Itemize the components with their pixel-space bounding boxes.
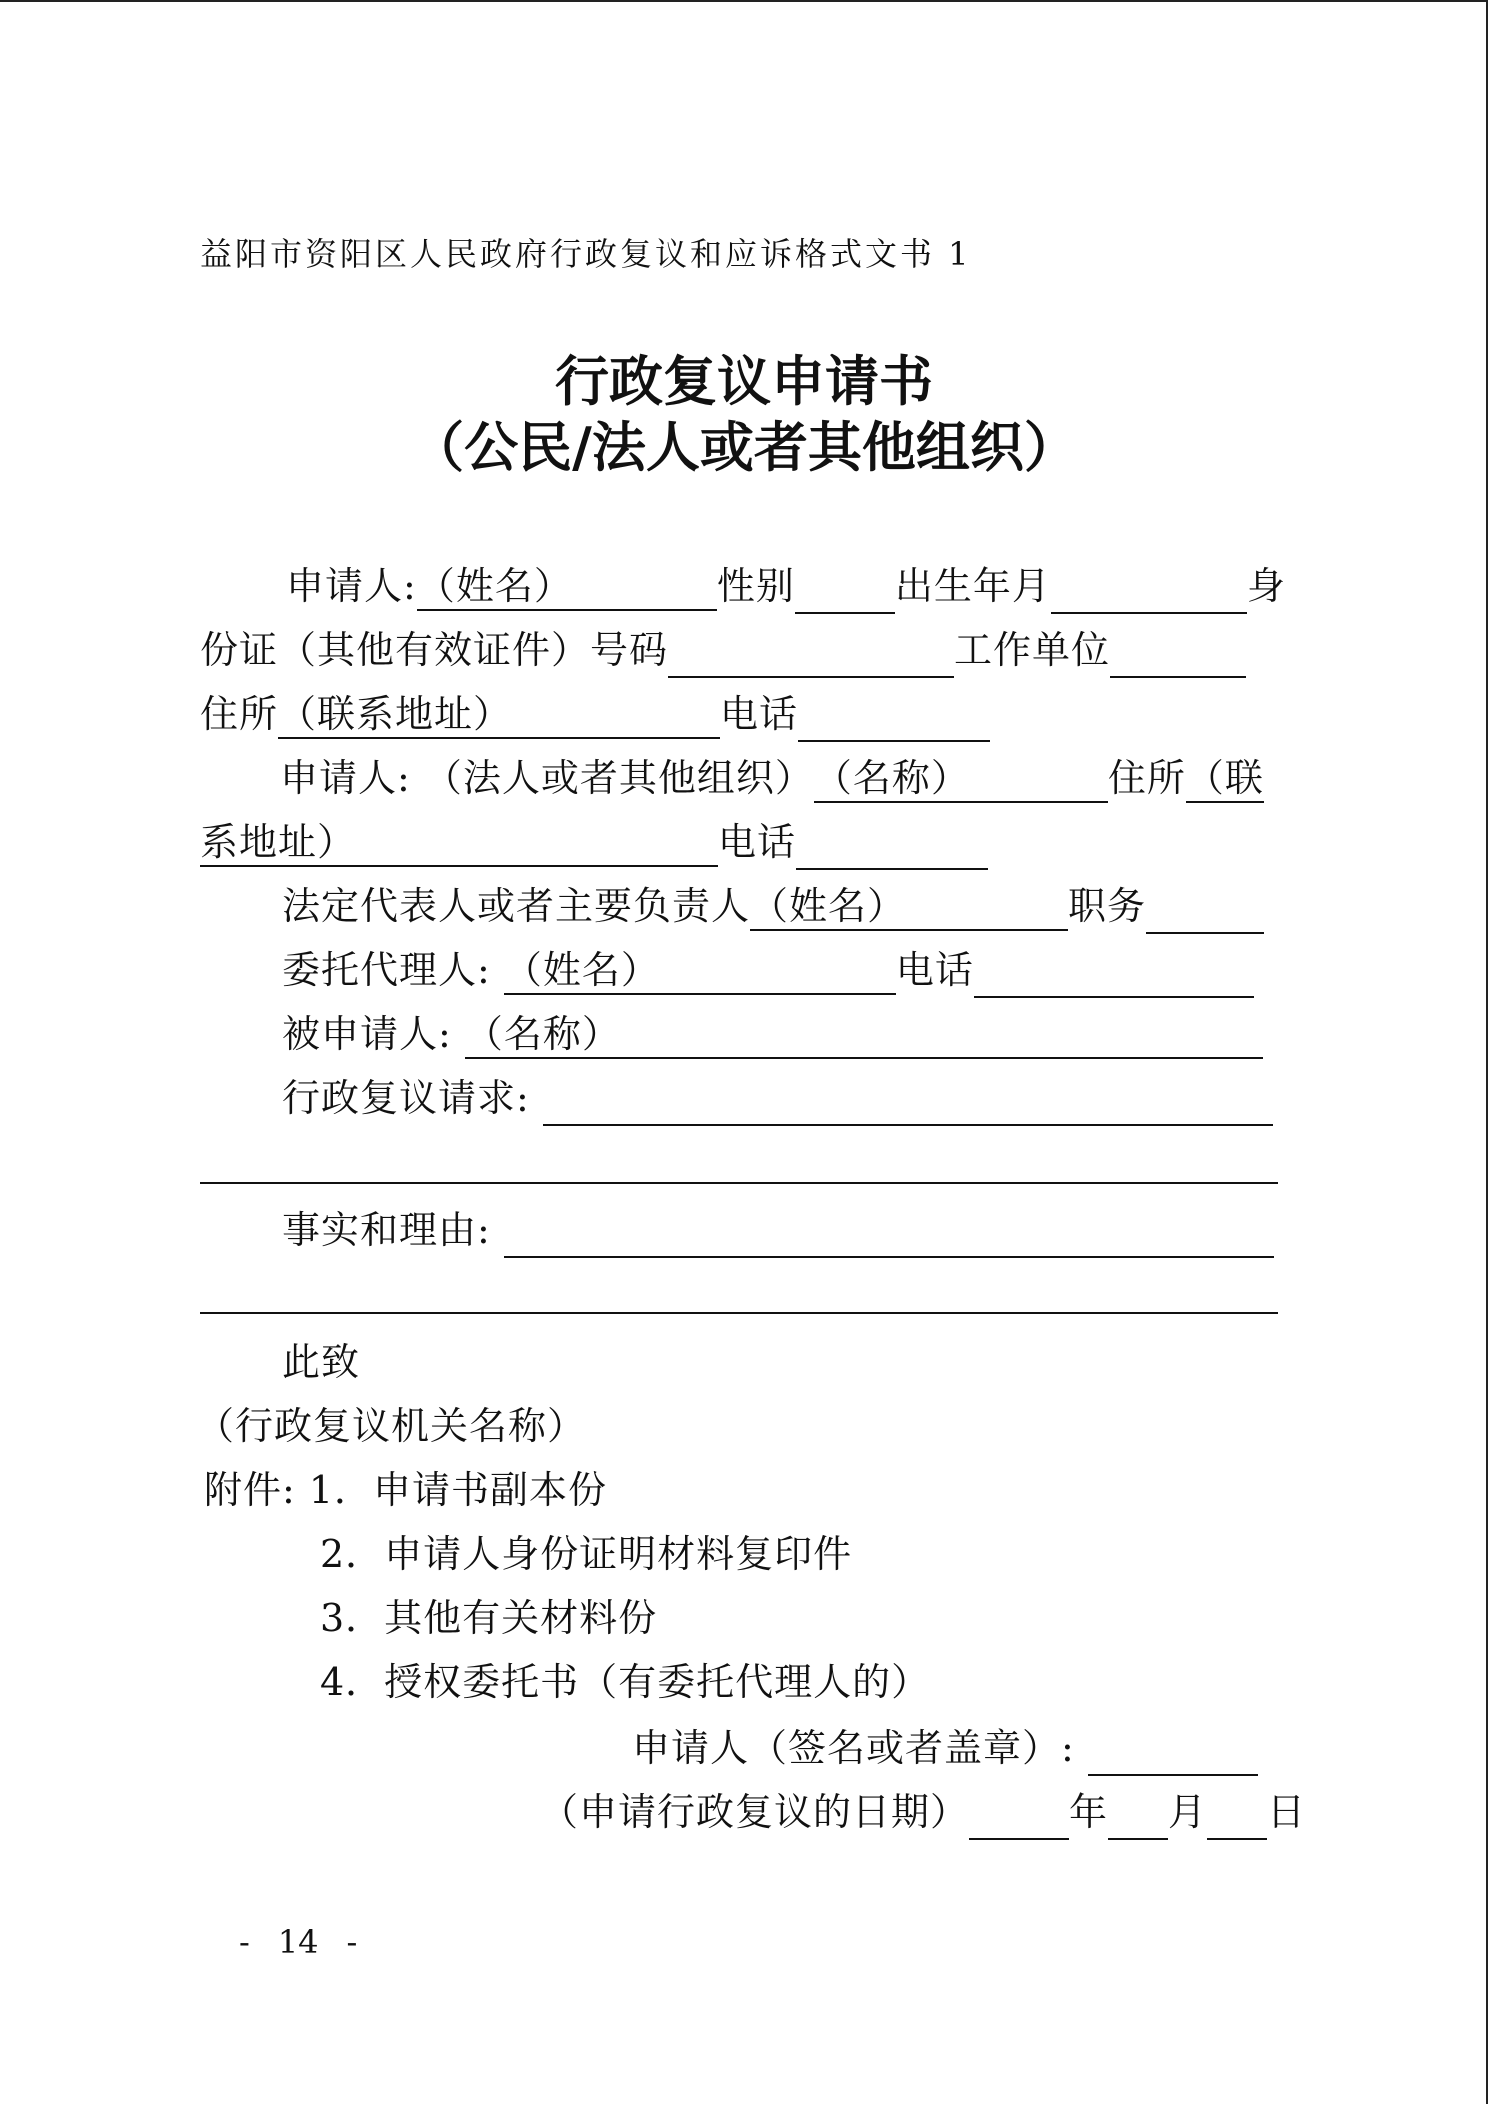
page-dash-right: - bbox=[346, 1923, 358, 1961]
agent-line bbox=[282, 942, 1254, 998]
address-field[interactable]: （联系地址） bbox=[278, 691, 720, 739]
day-label: 日 bbox=[1267, 1790, 1307, 1834]
page-dash-left: - bbox=[239, 1923, 250, 1961]
salutation: 此致 bbox=[282, 1340, 361, 1384]
applicant-name-field[interactable]: （姓名） bbox=[417, 563, 717, 611]
signature-label: 申请人（签名或者盖章）: bbox=[632, 1726, 1088, 1770]
id-number-field[interactable] bbox=[668, 630, 954, 678]
org-address-field[interactable]: 系地址） bbox=[200, 819, 718, 867]
applicant-label: 申请人: bbox=[286, 564, 417, 608]
document-title: 行政复议申请书 bbox=[555, 349, 933, 413]
work-unit-field[interactable] bbox=[1110, 630, 1246, 678]
org-address-label: 住所 bbox=[1107, 756, 1186, 800]
applicant-line-2 bbox=[200, 622, 1246, 678]
org-address-field-start[interactable]: （联 bbox=[1186, 755, 1264, 803]
signature-field[interactable] bbox=[1088, 1728, 1258, 1776]
position-label: 职务 bbox=[1068, 884, 1147, 928]
applicant-line-3 bbox=[200, 686, 990, 742]
position-field[interactable] bbox=[1146, 886, 1264, 934]
legal-rep-name-field[interactable]: （姓名） bbox=[750, 883, 1068, 931]
facts-label: 事实和理由: bbox=[282, 1208, 504, 1252]
facts-field[interactable] bbox=[504, 1210, 1274, 1258]
page-number-value: 14 bbox=[277, 1923, 319, 1961]
agent-phone-field[interactable] bbox=[974, 950, 1254, 998]
date-line bbox=[540, 1784, 1306, 1840]
request-label: 行政复议请求: bbox=[282, 1076, 543, 1120]
birth-field[interactable] bbox=[1051, 566, 1247, 614]
org-applicant-line bbox=[280, 750, 1264, 806]
day-field[interactable] bbox=[1207, 1792, 1267, 1840]
agent-name-field[interactable]: （姓名） bbox=[504, 947, 896, 995]
year-label: 年 bbox=[1069, 1790, 1109, 1834]
org-name-field[interactable]: （名称） bbox=[814, 755, 1108, 803]
org-applicant-line-2 bbox=[200, 814, 988, 870]
agent-phone-label: 电话 bbox=[895, 948, 974, 992]
birth-label: 出生年月 bbox=[894, 564, 1051, 608]
page-border-top bbox=[0, 0, 1488, 2]
legal-rep-line bbox=[282, 878, 1264, 934]
applicant-line-1 bbox=[286, 558, 1286, 614]
org-phone-label: 电话 bbox=[718, 820, 797, 864]
page-number bbox=[225, 1920, 371, 1964]
attachment-item-2: 2．申请人身份证明材料复印件 bbox=[320, 1532, 853, 1576]
attachment-item-3: 3．其他有关材料份 bbox=[320, 1596, 658, 1640]
address-label: 住所 bbox=[200, 692, 279, 736]
respondent-label: 被申请人: bbox=[282, 1012, 465, 1056]
document-header: 益阳市资阳区人民政府行政复议和应诉格式文书 1 bbox=[200, 235, 972, 273]
facts-field-line-2[interactable] bbox=[200, 1312, 1278, 1314]
month-field[interactable] bbox=[1108, 1792, 1168, 1840]
phone-label: 电话 bbox=[720, 692, 799, 736]
line-continuation: 身 bbox=[1246, 564, 1286, 608]
attachment-item-4: 4．授权委托书（有委托代理人的） bbox=[320, 1660, 931, 1704]
request-field[interactable] bbox=[543, 1078, 1273, 1126]
signature-line bbox=[632, 1720, 1258, 1776]
org-applicant-label: 申请人: （法人或者其他组织） bbox=[280, 756, 814, 800]
request-line bbox=[282, 1070, 1273, 1126]
respondent-line bbox=[282, 1006, 1263, 1062]
review-authority: （行政复议机关名称） bbox=[196, 1404, 587, 1448]
year-field[interactable] bbox=[969, 1792, 1069, 1840]
id-number-label: 份证（其他有效证件）号码 bbox=[200, 628, 669, 672]
phone-field[interactable] bbox=[798, 694, 990, 742]
gender-label: 性别 bbox=[716, 564, 795, 608]
respondent-name-field[interactable]: （名称） bbox=[465, 1011, 1263, 1059]
work-unit-label: 工作单位 bbox=[954, 628, 1111, 672]
facts-line bbox=[282, 1202, 1274, 1258]
month-label: 月 bbox=[1168, 1790, 1208, 1834]
document-subtitle: （公民/法人或者其他组织） bbox=[410, 415, 1078, 479]
legal-rep-label: 法定代表人或者主要负责人 bbox=[282, 884, 751, 928]
date-label: （申请行政复议的日期） bbox=[540, 1790, 970, 1834]
org-phone-field[interactable] bbox=[796, 822, 988, 870]
gender-field[interactable] bbox=[795, 566, 895, 614]
request-field-line-2[interactable] bbox=[200, 1182, 1278, 1184]
agent-label: 委托代理人: bbox=[282, 948, 504, 992]
attachment-item-1: 附件: 1．申请书副本份 bbox=[204, 1468, 608, 1512]
